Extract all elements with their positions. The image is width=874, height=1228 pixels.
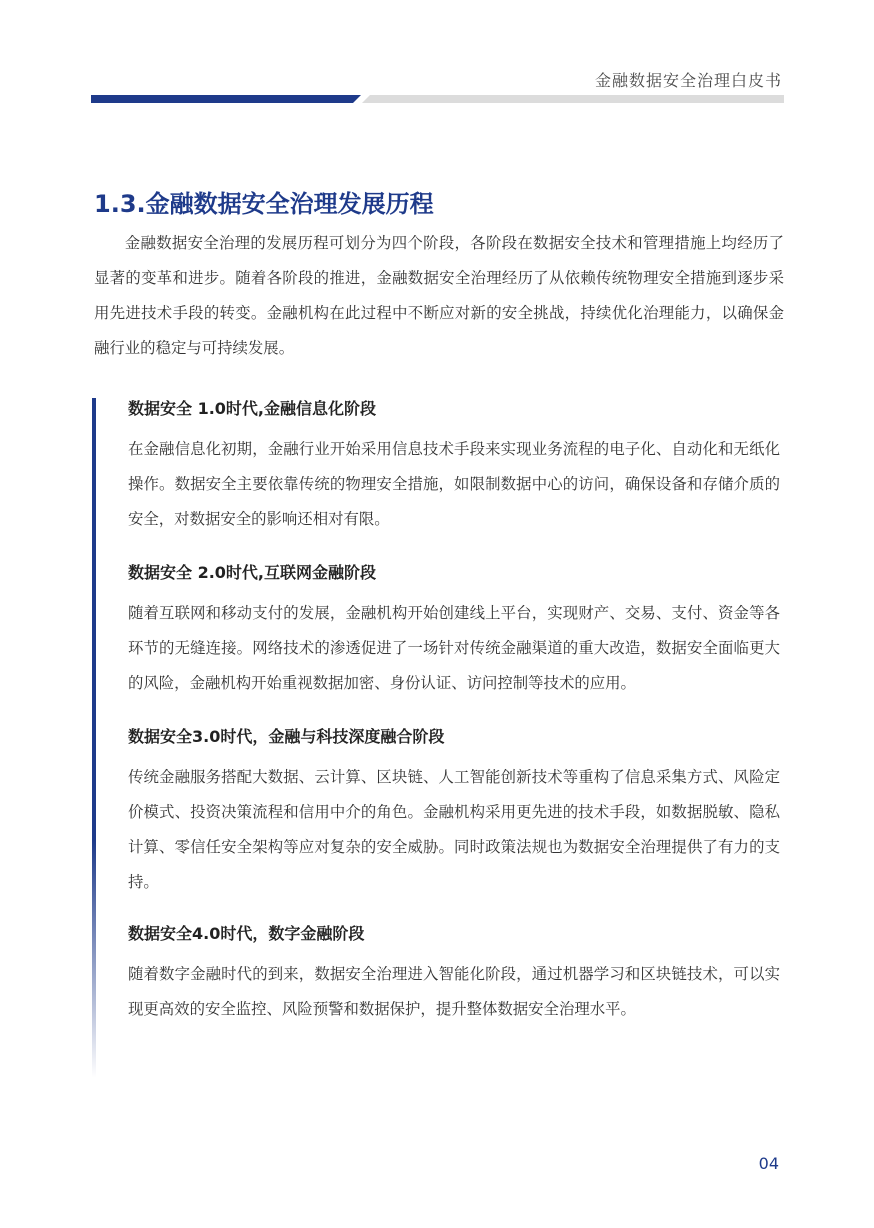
era-title: 数据安全4.0时代，数字金融阶段 — [128, 924, 365, 943]
era-block-4 — [128, 923, 780, 1027]
section-heading: 1.3.金融数据安全治理发展历程 — [94, 190, 434, 218]
page-number: 04 — [758, 1154, 779, 1173]
era-description: 随着数字金融时代的到来，数据安全治理进入智能化阶段，通过机器学习和区块链技术，可以实现更高效的安全监控、风险预警和数据保护，提升整体数据安全治理水平。 — [128, 965, 780, 1018]
timeline-side-bar — [92, 398, 96, 1078]
era-description: 在金融信息化初期，金融行业开始采用信息技术手段来实现业务流程的电子化、自动化和无纸化操作。数据安全主要依靠传统的物理安全措施，如限制数据中心的访问，确保设备和存储介质的安全，对数据安全的影响还相对有限。 — [128, 440, 780, 528]
running-header-title: 金融数据安全治理白皮书 — [594, 71, 782, 90]
era-block-1 — [128, 398, 780, 537]
era-block-3 — [128, 726, 780, 900]
era-description: 传统金融服务搭配大数据、云计算、区块链、人工智能创新技术等重构了信息采集方式、风险定价模式、投资决策流程和信用中介的角色。金融机构采用更先进的技术手段，如数据脱敏、隐私计算、零信任安全架构等应对复杂的安全威胁。同时政策法规也为数据安全治理提供了有力的支持。 — [128, 768, 780, 891]
era-title: 数据安全3.0时代，金融与科技深度融合阶段 — [128, 727, 445, 746]
header-gray-band — [362, 95, 784, 103]
era-block-2 — [128, 562, 780, 701]
era-description: 随着互联网和移动支付的发展，金融机构开始创建线上平台，实现财产、交易、支付、资金等各环节的无缝连接。网络技术的渗透促进了一场针对传统金融渠道的重大改造，数据安全面临更大的风险，金融机构开始重视数据加密、身份认证、访问控制等技术的应用。 — [128, 604, 780, 692]
era-title: 数据安全 2.0时代,互联网金融阶段 — [128, 563, 376, 582]
section-intro-paragraph: 金融数据安全治理的发展历程可划分为四个阶段，各阶段在数据安全技术和管理措施上均经历了显著的变革和进步。随着各阶段的推进，金融数据安全治理经历了从依赖传统物理安全措施到逐步采用先进技术手段的转变。金融机构在此过程中不断应对新的安全挑战，持续优化治理能力，以确保金融行业的稳定与可持续发展。 — [94, 234, 784, 357]
header-accent-band — [91, 95, 361, 103]
era-title: 数据安全 1.0时代,金融信息化阶段 — [128, 399, 376, 418]
